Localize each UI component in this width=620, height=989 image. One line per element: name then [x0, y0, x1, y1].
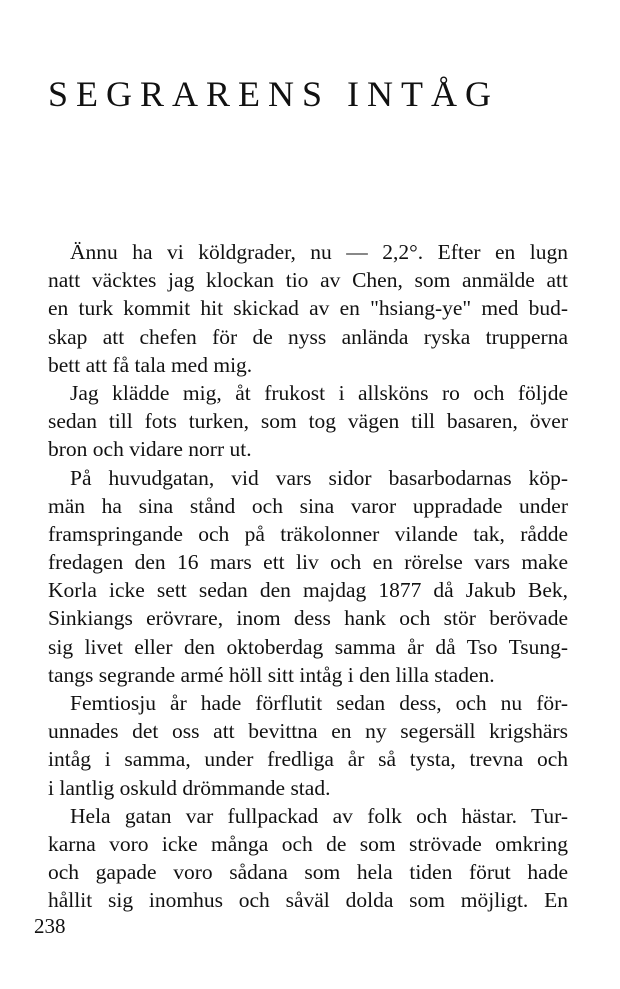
text-line: hållit sig inomhus och såväl dolda som möjligt. En: [48, 888, 568, 913]
paragraph: [48, 238, 568, 379]
chapter-title: SEGRARENS INTÅG: [48, 74, 500, 114]
text-line: Hela gatan var fullpackad av folk och hästar. Tur-: [70, 803, 568, 828]
paragraph: [48, 802, 568, 915]
text-line: natt väcktes jag klockan tio av Chen, som anmälde att: [48, 268, 568, 293]
text-line: fredagen den 16 mars ett liv och en rörelse vars make: [48, 550, 568, 575]
text-line: Femtiosju år hade förflutit sedan dess, och nu för-: [70, 691, 568, 715]
text-line: framspringande och på träkolonner vilande tak, rådde: [48, 521, 568, 546]
text-line: På huvudgatan, vid vars sidor basarbodarnas köp-: [70, 465, 568, 490]
body-text: [48, 238, 568, 915]
text-line: karna voro icke många och de som strövade omkring: [48, 831, 568, 856]
text-line: i lantlig oskuld drömmande stad.: [48, 775, 331, 800]
paragraph: [48, 689, 568, 802]
text-line: unnades det oss att bevittna en ny segersäll krigshärs: [48, 719, 568, 744]
text-line: Jag klädde mig, åt frukost i allsköns ro och följde: [70, 380, 568, 405]
text-line: bett att få tala med mig.: [48, 352, 253, 377]
paragraph: [48, 379, 568, 464]
text-line: bron och vidare norr ut.: [48, 437, 252, 462]
text-line: skap att chefen för de nyss anlända ryska trupperna: [48, 324, 568, 349]
paragraph: [48, 464, 568, 690]
page-number: 238: [34, 914, 66, 938]
text-line: män ha sina stånd och sina varor uppradade under: [48, 493, 568, 518]
text-line: sig livet eller den oktoberdag samma år då Tso Tsung-: [48, 634, 568, 659]
text-line: Ännu ha vi köldgrader, nu — 2,2°. Efter en lugn: [70, 240, 568, 264]
text-line: en turk kommit hit skickad av en "hsiang-ye" med bud-: [48, 296, 568, 321]
text-line: och gapade voro sådana som hela tiden förut hade: [48, 860, 568, 885]
text-line: tangs segrande armé höll sitt intåg i den lilla staden.: [48, 662, 495, 687]
text-line: sedan till fots turken, som tog vägen till basaren, över: [48, 409, 568, 434]
text-line: intåg i samma, under fredliga år så tysta, trevna och: [48, 747, 568, 772]
text-line: Sinkiangs erövrare, inom dess hank och stör berövade: [48, 606, 568, 631]
text-line: Korla icke sett sedan den majdag 1877 då Jakub Bek,: [48, 578, 568, 603]
